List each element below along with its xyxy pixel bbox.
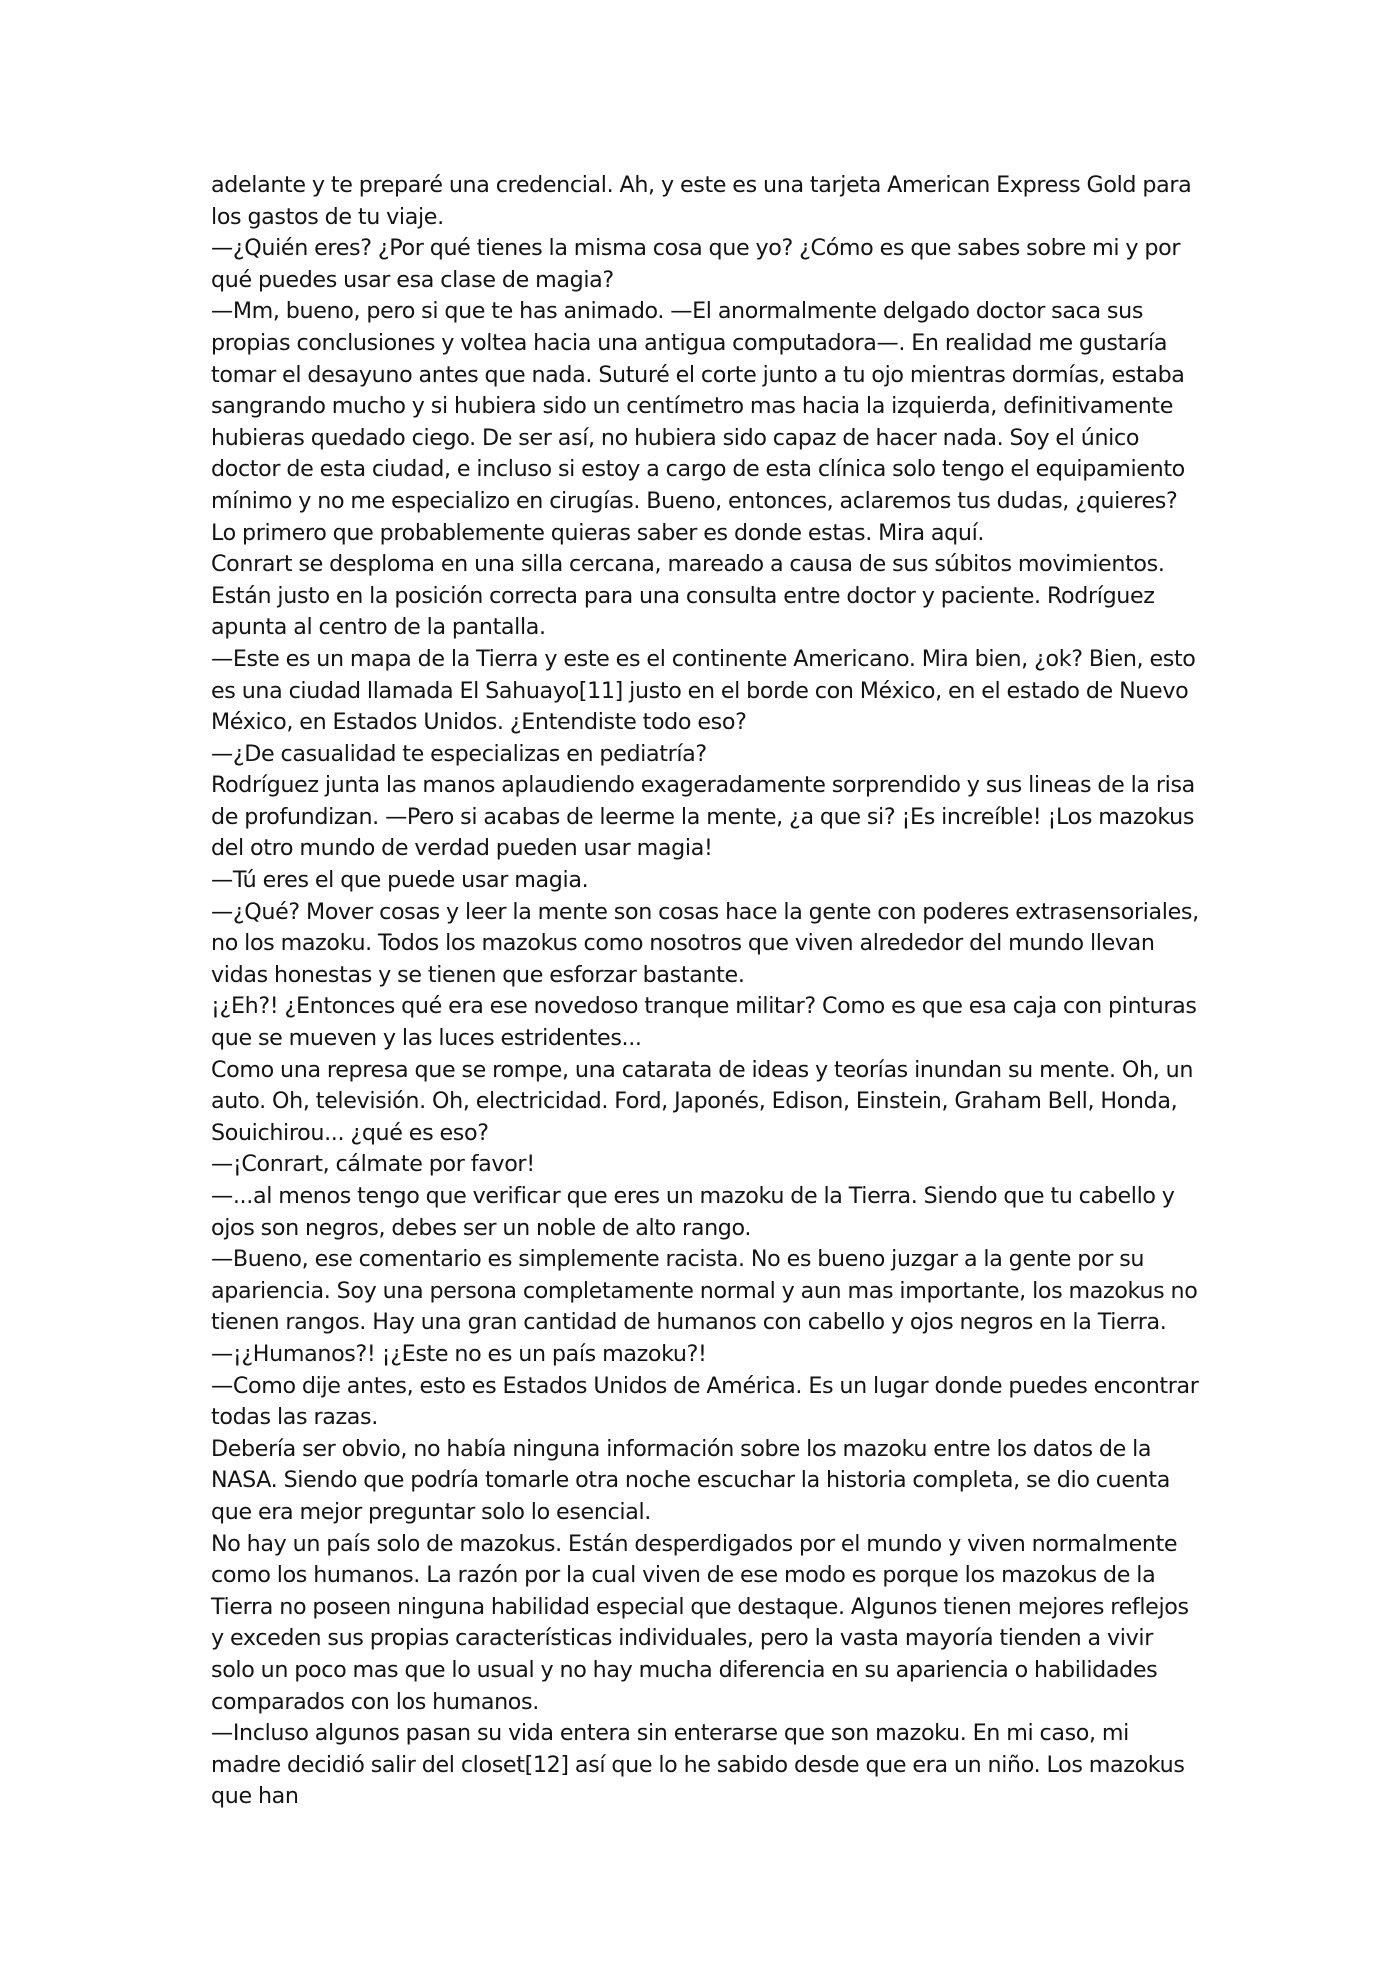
- paragraph: —Como dije antes, esto es Estados Unidos de América. Es un lugar donde puedes encontrar todas las razas.: [211, 1372, 1199, 1431]
- paragraph: Como una represa que se rompe, una catarata de ideas y teorías inundan su mente. Oh, un auto. Oh, televisión. Oh, electricidad. Ford, Japonés, Edison, Einstein, Graham Bell, Honda, Souichirou... ¿qué es eso?: [211, 1056, 1194, 1146]
- paragraph: Debería ser obvio, no había ninguna información sobre los mazoku entre los datos de la NASA. Siendo que podría tomarle otra noche escuchar la historia completa, se dio cuenta que era mejor preguntar solo lo esencial.: [211, 1435, 1170, 1525]
- paragraph: Conrart se desploma en una silla cercana, mareado a causa de sus súbitos movimientos. Están justo en la posición correcta para una consulta entre doctor y paciente. Rodríguez apunta al centro de la pantalla.: [211, 551, 1165, 641]
- paragraph: —Bueno, ese comentario es simplemente racista. No es bueno juzgar a la gente por su apariencia. Soy una persona completamente normal y aun mas importante, los mazokus no tienen rangos. Hay una gran cantidad de humanos con cabello y ojos negros en la Tierra.: [211, 1246, 1198, 1336]
- paragraph: ¡¿Eh?! ¿Entonces qué era ese novedoso tranque militar? Como es que esa caja con pinturas que se mueven y las luces estridentes...: [211, 993, 1197, 1052]
- paragraph: adelante y te preparé una credencial. Ah, y este es una tarjeta American Express Gold para los gastos de tu viaje.: [211, 172, 1192, 230]
- paragraph: Rodríguez junta las manos aplaudiendo exageradamente sorprendido y sus lineas de la risa de profundizan. —Pero si acabas de leerme la mente, ¿a que si? ¡Es increíble! ¡Los mazokus del otro mundo de verdad pueden usar magia!: [211, 772, 1195, 862]
- paragraph: —Este es un mapa de la Tierra y este es el continente Americano. Mira bien, ¿ok? Bien, esto es una ciudad llamada El Sahuayo[11] justo en el borde con México, en el estado de Nuevo México, en Estados Unidos. ¿Entendiste todo eso?: [211, 645, 1196, 736]
- body-text: [211, 170, 1201, 1813]
- paragraph: —¿De casualidad te especializas en pediatría?: [211, 740, 707, 767]
- paragraph: —...al menos tengo que verificar que eres un mazoku de la Tierra. Siendo que tu cabello y ojos son negros, debes ser un noble de alto rango.: [211, 1183, 1175, 1241]
- paragraph: No hay un país solo de mazokus. Están desperdigados por el mundo y viven normalmente como los humanos. La razón por la cual viven de ese modo es porque los mazokus de la Tierra no poseen ninguna habilidad especial que destaque. Algunos tienen mejores reflejos y exceden sus propias características individuales, pero la vasta mayoría tienden a vivir solo un poco mas que lo usual y no hay mucha diferencia en su apariencia o habilidades comparados con los humanos.: [211, 1530, 1189, 1715]
- paragraph: —Tú eres el que puede usar magia.: [211, 867, 589, 894]
- paragraph: —Incluso algunos pasan su vida entera sin enterarse que son mazoku. En mi caso, mi madre decidió salir del closet[12] así que lo he sabido desde que era un niño. Los mazokus que han: [211, 1720, 1185, 1810]
- paragraph: —¡Conrart, cálmate por favor!: [211, 1151, 535, 1178]
- paragraph: —¿Quién eres? ¿Por qué tienes la misma cosa que yo? ¿Cómo es que sabes sobre mi y por qué puedes usar esa clase de magia?: [211, 235, 1181, 293]
- paragraph: —Mm, bueno, pero si que te has animado. —El anormalmente delgado doctor saca sus propias conclusiones y voltea hacia una antigua computadora—. En realidad me gustaría tomar el desayuno antes que nada. Suturé el corte junto a tu ojo mientras dormías, estaba sangrando mucho y si hubiera sido un centímetro mas hacia la izquierda, definitivamente hubieras quedado ciego. De ser así, no hubiera sido capaz de hacer nada. Soy el único doctor de esta ciudad, e incluso si estoy a cargo de esta clínica solo tengo el equipamiento mínimo y no me especializo en cirugías. Bueno, entonces, aclaremos tus dudas, ¿quieres? Lo primero que probablemente quieras saber es donde estas. Mira aquí.: [211, 298, 1185, 546]
- paragraph: —¡¿Humanos?! ¡¿Este no es un país mazoku?!: [211, 1340, 707, 1367]
- paragraph: —¿Qué? Mover cosas y leer la mente son cosas hace la gente con poderes extrasensoriales, no los mazoku. Todos los mazokus como nosotros que viven alrededor del mundo llevan vidas honestas y se tienen que esforzar bastante.: [211, 898, 1199, 988]
